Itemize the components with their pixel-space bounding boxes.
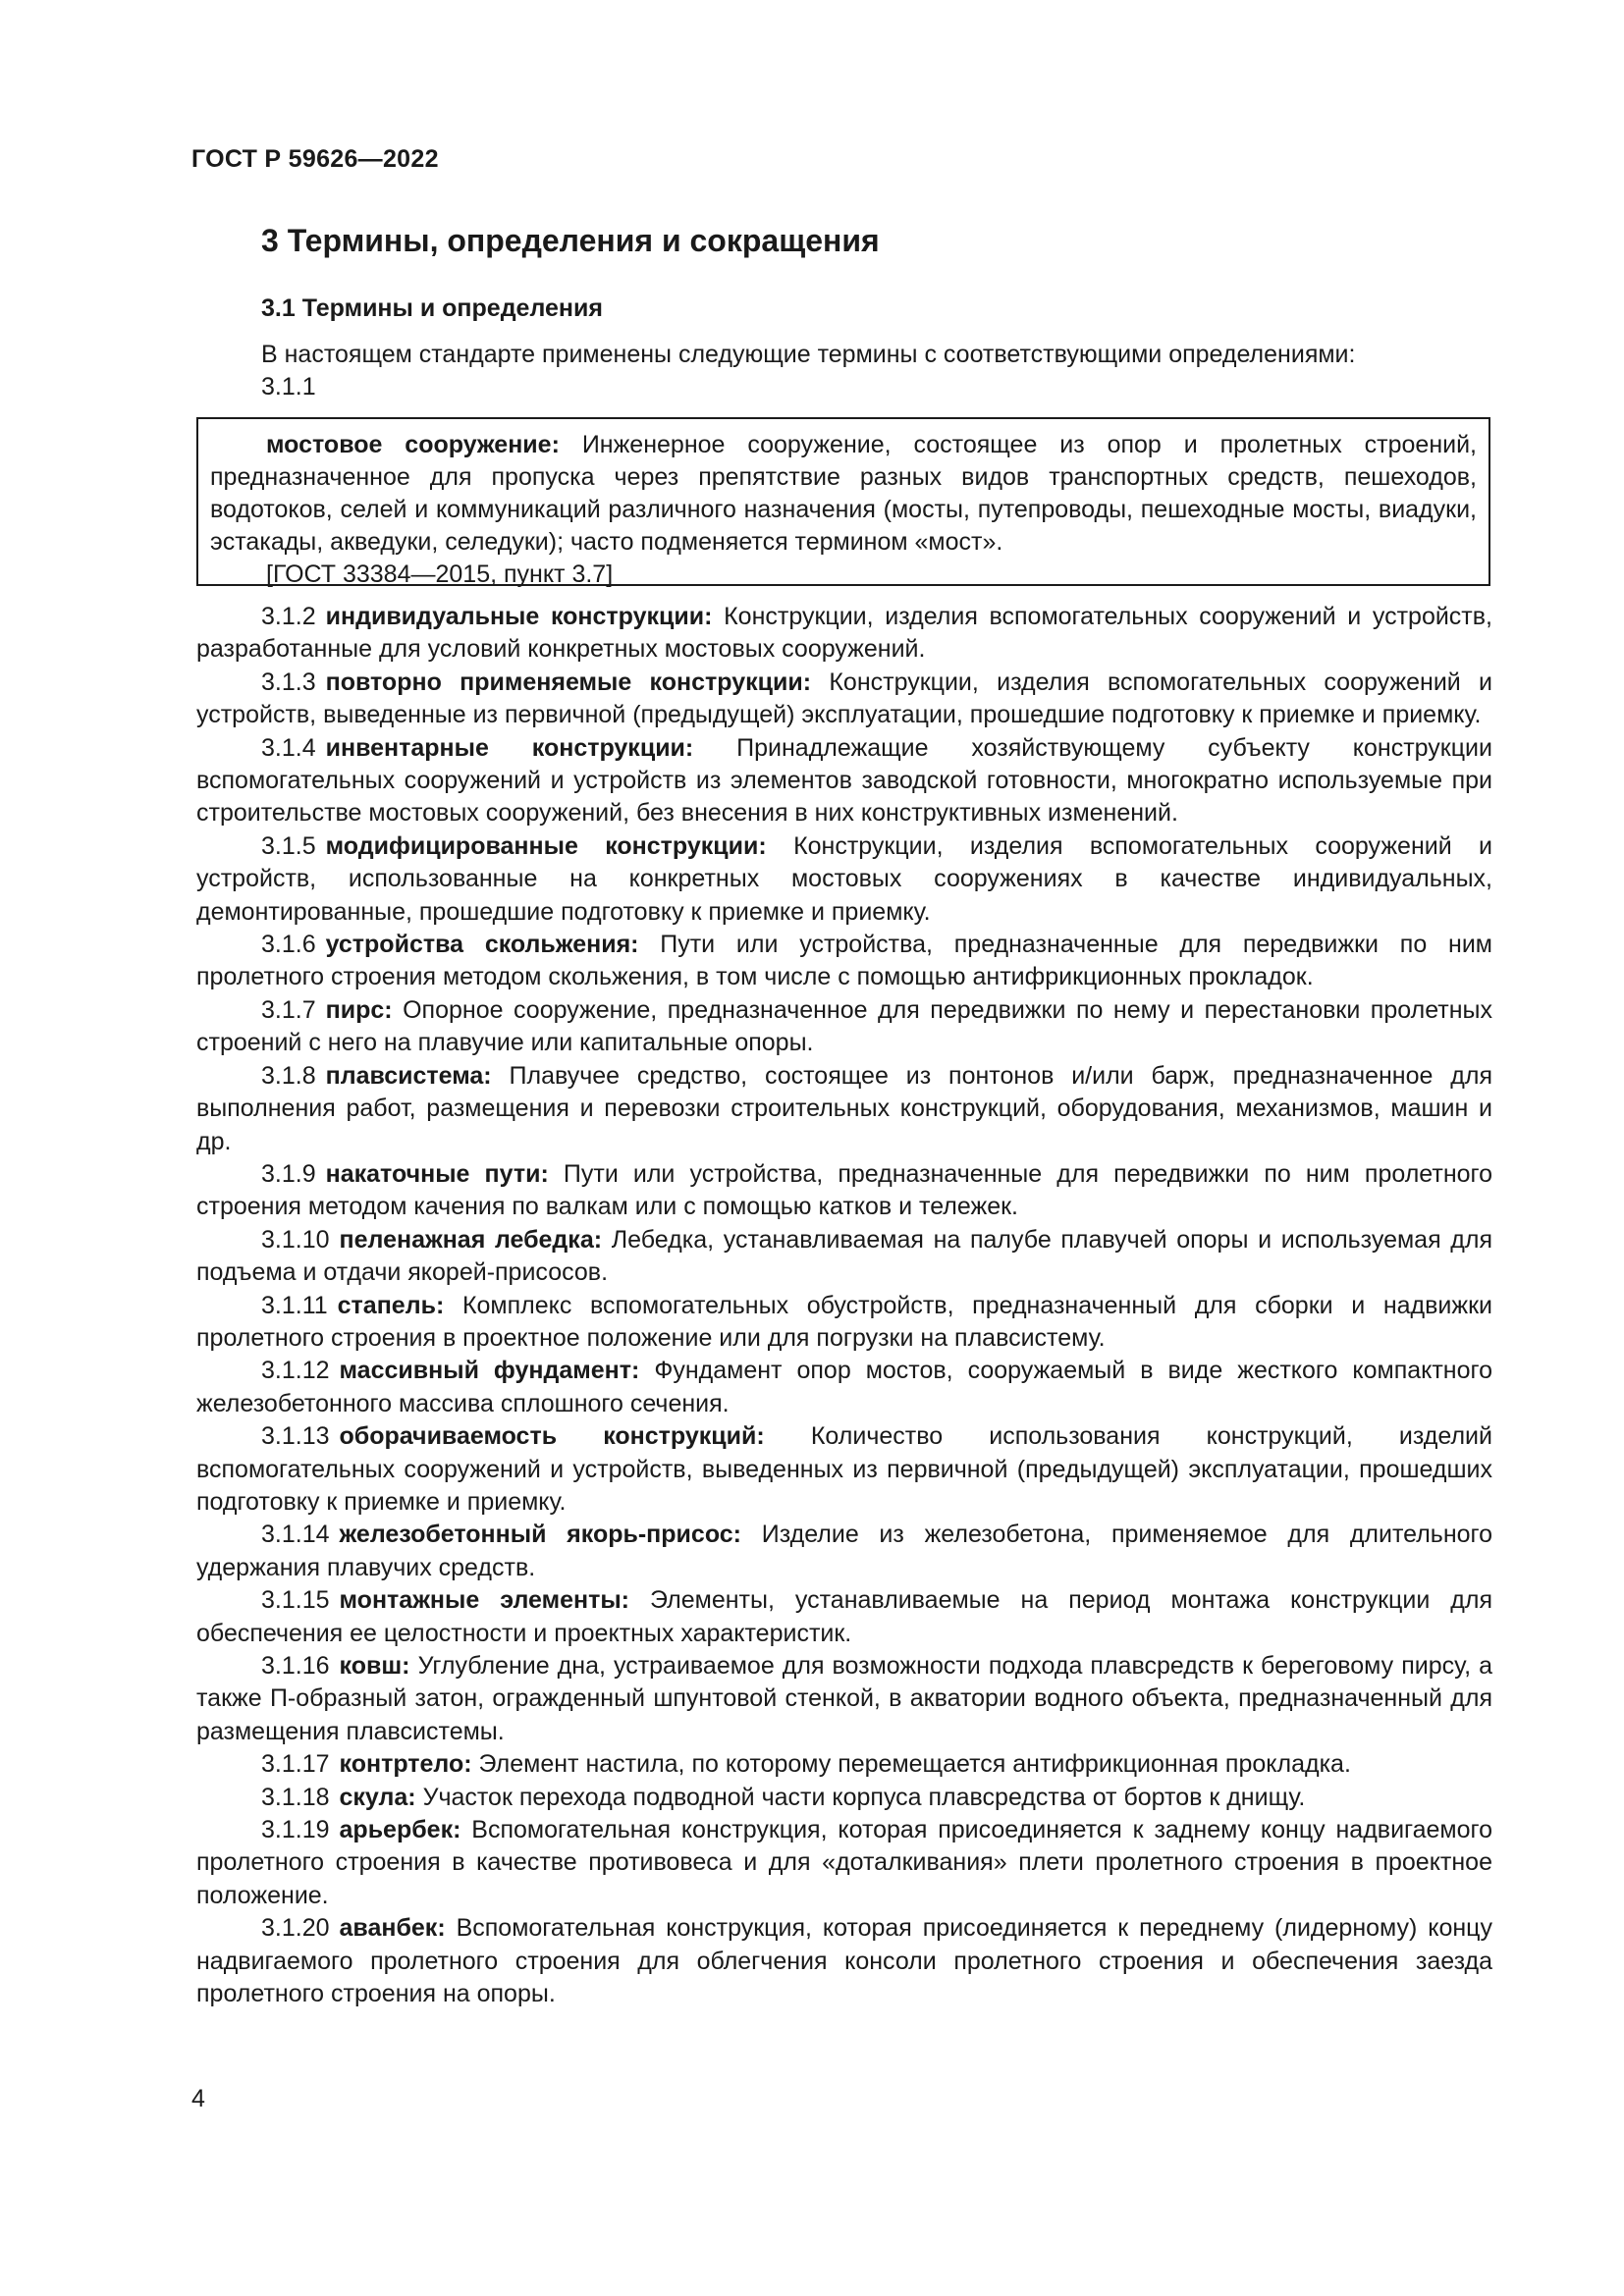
term-item xyxy=(196,1814,1492,1912)
term-number: 3.1.20 xyxy=(261,1914,330,1943)
term-name: контртело: xyxy=(339,1750,472,1779)
term-number: 3.1.7 xyxy=(261,995,316,1024)
term-definition: Опорное сооружение, предназначенное для передвижки по нему и перестановки пролетных строений с него на плавучие или капитальные опоры. xyxy=(196,995,1492,1057)
term-name: аванбек: xyxy=(339,1914,446,1943)
term-item xyxy=(196,732,1492,830)
term-number: 3.1.12 xyxy=(261,1357,330,1385)
intro-line: В настоящем стандарте применены следующие термины с соответствующими определениями: xyxy=(261,341,1356,368)
document-code-header: ГОСТ Р 59626—2022 xyxy=(191,145,439,173)
term-definition: Вспомогательная конструкция, которая присоединяется к заднему концу надвигаемого пролетного строения в качестве противовеса и для «доталкивания» плети пролетного строения в проектное положение. xyxy=(196,1816,1492,1909)
term-item xyxy=(196,1519,1492,1584)
term-name: повторно применяемые конструкции: xyxy=(325,667,812,696)
term-item xyxy=(196,1782,1492,1814)
term-name: арьербек: xyxy=(339,1816,461,1844)
boxed-term-definition: Инженерное сооружение, состоящее из опор и пролетных строений, предназначенное для пропуска через препятствие разных видов транспортных средств, пешеходов, водотоков, селей и коммуникаций различного назначения (мосты, путепроводы, пешеходные мосты, виадуки, эстакады, акведуки, селедуки); часто подменяется термином «мост». xyxy=(210,431,1477,556)
term-definition: Пути или устройства, предназначенные для передвижки по ним пролетного строения методом качения по валкам или с помощью катков и тележек. xyxy=(196,1159,1493,1221)
term-item xyxy=(196,667,1492,732)
term-definition: Конструкции, изделия вспомогательных сооружений и устройств, использованные на конкретных мостовых сооружениях в качестве индивидуальных, демонтированные, прошедшие подготовку к приемке и приемку. xyxy=(196,831,1492,926)
term-definition: Лебедка, устанавливаемая на палубе плавучей опоры и используемая для подъема и отдачи якорей-присосов. xyxy=(196,1225,1492,1287)
term-item xyxy=(196,1650,1492,1748)
term-item xyxy=(196,1224,1492,1290)
term-definition: Вспомогательная конструкция, которая присоединяется к переднему (лидерному) концу надвигаемого пролетного строения для облегчения консоли пролетного строения и обеспечения заезда пролетного строения на опоры. xyxy=(196,1914,1492,2008)
term-number: 3.1.19 xyxy=(261,1816,330,1844)
term-definition: Углубление дна, устраиваемое для возможности подхода плавсредств к береговому пирсу, а также П-образный затон, огражденный шпунтовой стенкой, в акватории водного объекта, предназначенный для размещения плавсистемы. xyxy=(196,1652,1492,1745)
term-name: скула: xyxy=(339,1783,416,1811)
boxed-term-source: [ГОСТ 33384—2015, пункт 3.7] xyxy=(266,561,614,588)
term-name: стапель: xyxy=(337,1291,445,1319)
term-item xyxy=(196,929,1492,994)
term-item xyxy=(196,1355,1492,1420)
term-number: 3.1.17 xyxy=(261,1750,330,1779)
term-name: оборачиваемость конструкций: xyxy=(339,1422,765,1451)
term-name: накаточные пути: xyxy=(325,1159,549,1188)
term-number: 3.1.11 xyxy=(261,1291,328,1319)
term-item xyxy=(196,1290,1492,1356)
term-name: индивидуальные конструкции: xyxy=(325,603,713,630)
term-name: инвентарные конструкции: xyxy=(325,733,694,762)
term-definition: Конструкции, изделия вспомогательных сооружений и устройств, разработанные для условий конкретных мостовых сооружений. xyxy=(196,603,1492,664)
term-name: модифицированные конструкции: xyxy=(325,831,767,860)
term-item xyxy=(196,1584,1492,1650)
page-number: 4 xyxy=(191,2085,205,2112)
term-number: 3.1.15 xyxy=(261,1586,330,1615)
term-item xyxy=(196,1748,1492,1781)
term-name: массивный фундамент: xyxy=(339,1357,640,1385)
term-number: 3.1.4 xyxy=(261,733,316,762)
term-definition: Конструкции, изделия вспомогательных сооружений и устройств, выведенные из первичной (предыдущей) эксплуатации, прошедшие подготовку к приемке и приемку. xyxy=(196,667,1493,729)
term-number: 3.1.10 xyxy=(261,1225,330,1254)
term-item xyxy=(196,1420,1492,1519)
term-name: ковш: xyxy=(339,1652,410,1680)
term-name: устройства скольжения: xyxy=(325,931,639,959)
boxed-term-name: мостовое сооружение: xyxy=(266,431,560,458)
terms-list xyxy=(196,601,1492,2010)
term-definition: Фундамент опор мостов, сооружаемый в виде жесткого компактного железобетонного массива сплошного сечения. xyxy=(196,1357,1492,1417)
intro-paragraph xyxy=(261,339,1498,403)
term-name: пирс: xyxy=(325,995,393,1024)
term-number: 3.1.9 xyxy=(261,1159,316,1188)
term-item xyxy=(196,994,1492,1060)
term-number: 3.1.14 xyxy=(261,1521,330,1549)
term-definition: Плавучее средство, состоящее из понтонов и/или барж, предназначенное для выполнения работ, размещения и перевозки строительных конструкций, оборудования, механизмов, машин и др. xyxy=(196,1061,1493,1155)
term-number: 3.1.16 xyxy=(261,1652,330,1680)
term-number: 3.1.6 xyxy=(261,931,316,959)
boxed-definition xyxy=(196,417,1490,586)
term-number: 3.1.5 xyxy=(261,831,316,860)
term-number: 3.1.2 xyxy=(261,603,316,630)
term-definition: Пути или устройства, предназначенные для передвижки по ним пролетного строения методом скольжения, в том числе с помощью антифрикционных прокладок. xyxy=(196,931,1492,991)
term-item xyxy=(196,1912,1492,2010)
boxed-definition-text xyxy=(210,429,1477,559)
term-item xyxy=(196,601,1492,667)
term-number: 3.1.8 xyxy=(261,1061,316,1090)
subsection-title: 3.1 Термины и определения xyxy=(261,294,603,322)
term-item xyxy=(196,830,1492,929)
term-definition: Изделие из железобетона, применяемое для длительного удержания плавучих средств. xyxy=(196,1521,1492,1581)
term-number: 3.1.3 xyxy=(261,667,316,696)
term-definition: Комплекс вспомогательных обустройств, предназначенный для сборки и надвижки пролетного строения в проектное положение или для погрузки на плавсистему. xyxy=(196,1291,1493,1352)
term-item xyxy=(196,1158,1492,1224)
term-name: пеленажная лебедка: xyxy=(339,1225,603,1254)
term-definition: Элемент настила, по которому перемещается антифрикционная прокладка. xyxy=(478,1750,1351,1779)
term-item xyxy=(196,1060,1492,1158)
term-number: 3.1.13 xyxy=(261,1422,330,1451)
term-number: 3.1.18 xyxy=(261,1783,330,1811)
section-title: 3 Термины, определения и сокращения xyxy=(261,223,880,258)
term-definition: Количество использования конструкций, изделий вспомогательных сооружений и устройств, выведенных из первичной (предыдущей) эксплуатации, прошедших подготовку к приемке и приемку. xyxy=(196,1422,1492,1516)
term-definition: Участок перехода подводной части корпуса плавсредства от бортов к днищу. xyxy=(422,1783,1306,1811)
term-name: монтажные элементы: xyxy=(339,1586,630,1615)
term-name: плавсистема: xyxy=(325,1061,492,1090)
term-definition: Принадлежащие хозяйствующему субъекту конструкции вспомогательных сооружений и устройств из элементов заводской готовности, многократно используемые при строительстве мостовых сооружений, без внесения в них конструктивных изменений. xyxy=(196,733,1492,828)
term-name: железобетонный якорь-присос: xyxy=(339,1521,741,1549)
term-definition: Элементы, устанавливаемые на период монтажа конструкции для обеспечения ее целостности и проектных характеристик. xyxy=(196,1586,1492,1647)
intro-term-number: 3.1.1 xyxy=(261,373,316,400)
